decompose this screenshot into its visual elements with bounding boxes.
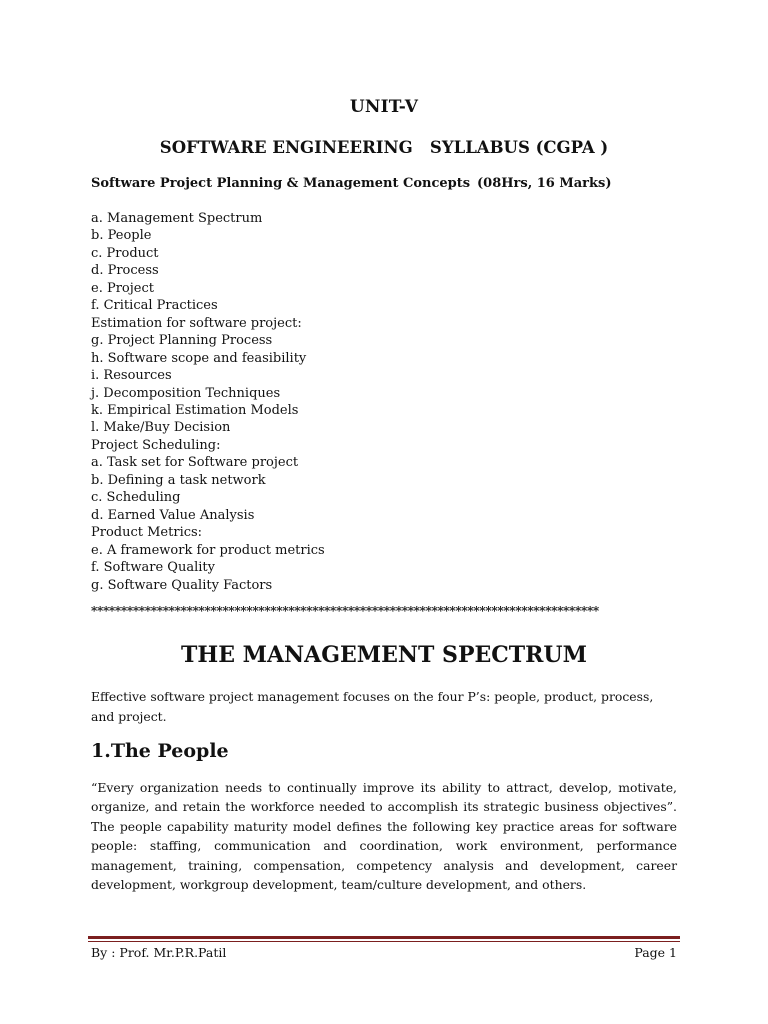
topic-row xyxy=(91,176,691,191)
list-item: h. Software scope and feasibility xyxy=(91,350,307,366)
list-item: i. Resources xyxy=(91,368,172,384)
body-paragraph: “Every organization needs to continually improve its ability to attract, develop, motivate, organize, and retain the workforce needed to accomplish its strategic business objectives”. The people capability maturity model defines the following key practice areas for software people: staffing, communication and coordination, work environment, performance management, training, compensation, competency analysis and development, career development, workgroup development, team/culture development, and others. xyxy=(91,780,677,893)
list-item: a. Management Spectrum xyxy=(91,211,263,226)
intro-paragraph: Effective software project management focuses on the four P’s: people, product, process, and project. xyxy=(91,689,654,724)
list-item: l. Make/Buy Decision xyxy=(91,420,231,436)
list-item: g. Project Planning Process xyxy=(91,333,273,349)
list-item: e. A framework for product metrics xyxy=(91,542,325,558)
hours-marks: (08Hrs, 16 Marks) xyxy=(477,176,612,191)
topic-title: Software Project Planning & Management Concepts xyxy=(91,176,471,191)
list-item: f. Software Quality xyxy=(91,560,215,576)
star-separator: ************************************************************************************* xyxy=(91,604,599,618)
footer-page-number: Page 1 xyxy=(634,945,677,960)
list-item: c. Product xyxy=(91,245,159,261)
syllabus-list xyxy=(91,210,325,594)
unit-title: UNIT-V xyxy=(349,97,419,117)
list-item: k. Empirical Estimation Models xyxy=(91,402,299,418)
list-item: e. Project xyxy=(91,280,154,296)
subsection-heading: 1.The People xyxy=(91,740,229,762)
syllabus-title: SOFTWARE ENGINEERING SYLLABUS (CGPA ) xyxy=(159,138,609,157)
list-item: j. Decomposition Techniques xyxy=(91,385,281,401)
list-item: Estimation for software project: xyxy=(91,315,302,331)
section-title: THE MANAGEMENT SPECTRUM xyxy=(181,642,587,668)
list-item: d. Earned Value Analysis xyxy=(91,507,255,523)
list-item: b. Defining a task network xyxy=(91,472,266,488)
footer-rule-thin xyxy=(88,941,680,942)
footer-author: By : Prof. Mr.P.R.Patil xyxy=(91,945,227,960)
list-item: d. Process xyxy=(91,263,159,279)
list-item: f. Critical Practices xyxy=(91,298,218,314)
list-item: b. People xyxy=(91,228,152,244)
list-item: Product Metrics: xyxy=(91,525,203,541)
list-item: Project Scheduling: xyxy=(91,437,221,453)
footer-rule-thick xyxy=(88,936,680,939)
list-item: g. Software Quality Factors xyxy=(91,577,273,593)
list-item: c. Scheduling xyxy=(91,490,181,506)
list-item: a. Task set for Software project xyxy=(91,455,299,471)
